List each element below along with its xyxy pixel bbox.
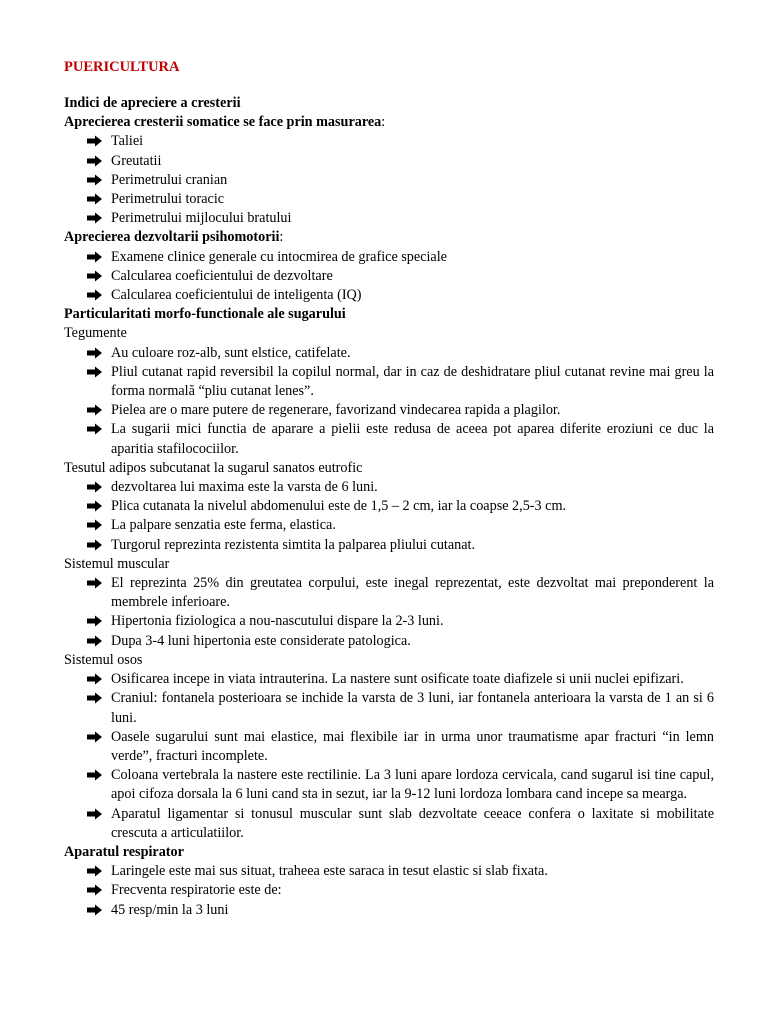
list-item-text: Coloana vertebrala la nastere este rectilinie. La 3 luni apare lordoza cervicala, cand sugarul isi tine capul, apoi cifoza dorsala la 6 luni cand sta in sezut, iar la 9-12 luni lordoza lombara cand incepe sa mearga.: [111, 767, 714, 803]
list-item: [64, 805, 714, 843]
heading-text: Aparatul respirator: [64, 843, 184, 860]
list-item-text: Laringele este mai sus situat, traheea este saraca in tesut elastic si slab fixata.: [111, 863, 548, 880]
list-item-text: Hipertonia fiziologica a nou-nascutului dispare la 2-3 luni.: [111, 613, 444, 630]
arrow-bullet-icon: [86, 500, 103, 512]
arrow-bullet-icon: [86, 904, 103, 916]
heading-text: Aprecierea dezvoltarii psihomotorii: [64, 229, 280, 246]
arrow-bullet-icon: [86, 519, 103, 531]
arrow-bullet-icon: [86, 731, 103, 743]
list-item: [64, 132, 714, 151]
list-item-text: La palpare senzatia este ferma, elastica.: [111, 517, 336, 534]
list-item-text: El reprezinta 25% din greutatea corpului, este inegal reprezentat, este dezvoltat mai preponderent la membrele inferioare.: [111, 575, 714, 611]
list-item: [64, 267, 714, 286]
list-item-text: Perimetrului cranian: [111, 171, 228, 188]
list-item: [64, 516, 714, 535]
section-heading: [64, 113, 714, 132]
arrow-bullet-icon: [86, 251, 103, 263]
list-item-text: Pliul cutanat rapid reversibil la copilul normal, dar in caz de deshidratare pliul cutanat revine mai greu la forma normală “pliu cutanat lenes”.: [111, 363, 714, 400]
arrow-bullet-icon: [86, 865, 103, 877]
list-item: [64, 190, 714, 209]
list-item: [64, 152, 714, 171]
list-item: [64, 574, 714, 612]
list-item: [64, 862, 714, 881]
arrow-bullet-icon: [86, 174, 103, 186]
arrow-bullet-icon: [86, 884, 103, 896]
arrow-bullet-icon: [86, 404, 103, 416]
list-item: [64, 632, 714, 651]
heading-text: Sistemul osos: [64, 651, 143, 668]
list-item-text: Turgorul reprezinta rezistenta simtita la palparea pliului cutanat.: [111, 536, 476, 553]
arrow-bullet-icon: [86, 673, 103, 685]
list-item: [64, 670, 714, 689]
list-item: [64, 401, 714, 420]
arrow-bullet-icon: [86, 808, 103, 820]
list-item: [64, 209, 714, 228]
arrow-bullet-icon: [86, 481, 103, 493]
list-item-text: Examene clinice generale cu intocmirea de grafice speciale: [111, 248, 447, 265]
list-item-text: dezvoltarea lui maxima este la varsta de 6 luni.: [111, 479, 378, 496]
list-item-text: Taliei: [111, 133, 144, 150]
list-item: [64, 612, 714, 631]
document-body: [64, 94, 714, 920]
list-item-text: Craniul: fontanela posterioara se inchide la varsta de 3 luni, iar fontanela anterioara la varsta de 1 an si 6 luni.: [111, 690, 714, 726]
list-item: [64, 286, 714, 305]
list-item: [64, 478, 714, 497]
list-item-text: Plica cutanata la nivelul abdomenului este de 1,5 – 2 cm, iar la coapse 2,5-3 cm.: [111, 498, 567, 515]
list-item-text: Frecventa respiratorie este de:: [111, 882, 282, 899]
section-label: [64, 651, 714, 670]
list-item: [64, 881, 714, 900]
arrow-bullet-icon: [86, 635, 103, 647]
arrow-bullet-icon: [86, 366, 103, 378]
list-item-text: Perimetrului toracic: [111, 191, 225, 208]
heading-text: Tegumente: [64, 325, 127, 342]
arrow-bullet-icon: [86, 423, 103, 435]
list-item: [64, 766, 714, 804]
section-label: [64, 459, 714, 478]
list-item: [64, 420, 714, 458]
arrow-bullet-icon: [86, 577, 103, 589]
list-item-text: La sugarii mici functia de aparare a pielii este redusa de aceea pot aparea diferite eroziuni ce duc la aparitia stafilocociilor.: [111, 421, 714, 457]
list-item-text: 45 resp/min la 3 luni: [111, 901, 229, 918]
section-heading: [64, 305, 714, 324]
list-item-text: Perimetrului mijlocului bratului: [111, 210, 292, 227]
list-item: [64, 363, 714, 401]
arrow-bullet-icon: [86, 615, 103, 627]
heading-colon: :: [381, 114, 386, 131]
section-heading: [64, 228, 714, 247]
section-heading: [64, 843, 714, 862]
heading-colon: :: [279, 229, 284, 246]
list-item: [64, 728, 714, 766]
list-item: [64, 497, 714, 516]
section-label: [64, 324, 714, 343]
list-item-text: Dupa 3-4 luni hipertonia este considerate patologica.: [111, 632, 411, 649]
list-item-text: Calcularea coeficientului de dezvoltare: [111, 267, 333, 284]
list-item: [64, 689, 714, 727]
heading-text: Particularitati morfo-functionale ale sugarului: [64, 306, 346, 323]
section-label: [64, 555, 714, 574]
arrow-bullet-icon: [86, 347, 103, 359]
list-item-text: Greutatii: [111, 152, 162, 169]
heading-text: Indici de apreciere a cresterii: [64, 95, 241, 111]
arrow-bullet-icon: [86, 212, 103, 224]
section-heading: [64, 94, 714, 113]
heading-text: Tesutul adipos subcutanat la sugarul sanatos eutrofic: [64, 459, 363, 476]
document-title: PUERICULTURA: [64, 59, 180, 75]
arrow-bullet-icon: [86, 193, 103, 205]
list-item-text: Calcularea coeficientului de inteligenta (IQ): [111, 287, 362, 304]
arrow-bullet-icon: [86, 769, 103, 781]
arrow-bullet-icon: [86, 155, 103, 167]
arrow-bullet-icon: [86, 539, 103, 551]
arrow-bullet-icon: [86, 289, 103, 301]
list-item: [64, 171, 714, 190]
list-item-text: Au culoare roz-alb, sunt elstice, catifelate.: [111, 344, 351, 361]
list-item-text: Osificarea incepe in viata intrauterina. La nastere sunt osificate toate diafizele si unii nuclei epifizari.: [111, 671, 684, 688]
list-item-text: Pielea are o mare putere de regenerare, favorizand vindecarea rapida a plagilor.: [111, 402, 561, 419]
list-item: [64, 344, 714, 363]
heading-text: Sistemul muscular: [64, 555, 170, 572]
arrow-bullet-icon: [86, 692, 103, 704]
heading-text: Aprecierea cresterii somatice se face prin masurarea: [64, 114, 382, 131]
list-item-text: Aparatul ligamentar si tonusul muscular sunt slab dezvoltate ceeace confera o laxitate si mobilitate crescuta a articulatiilor.: [111, 805, 714, 841]
list-item-text: Oasele sugarului sunt mai elastice, mai flexibile iar in urma unor traumatisme apar fracturi “in lemn verde”, fracturi incomplete.: [111, 728, 714, 764]
list-item: [64, 536, 714, 555]
arrow-bullet-icon: [86, 270, 103, 282]
list-item: [64, 901, 714, 920]
arrow-bullet-icon: [86, 135, 103, 147]
list-item: [64, 248, 714, 267]
